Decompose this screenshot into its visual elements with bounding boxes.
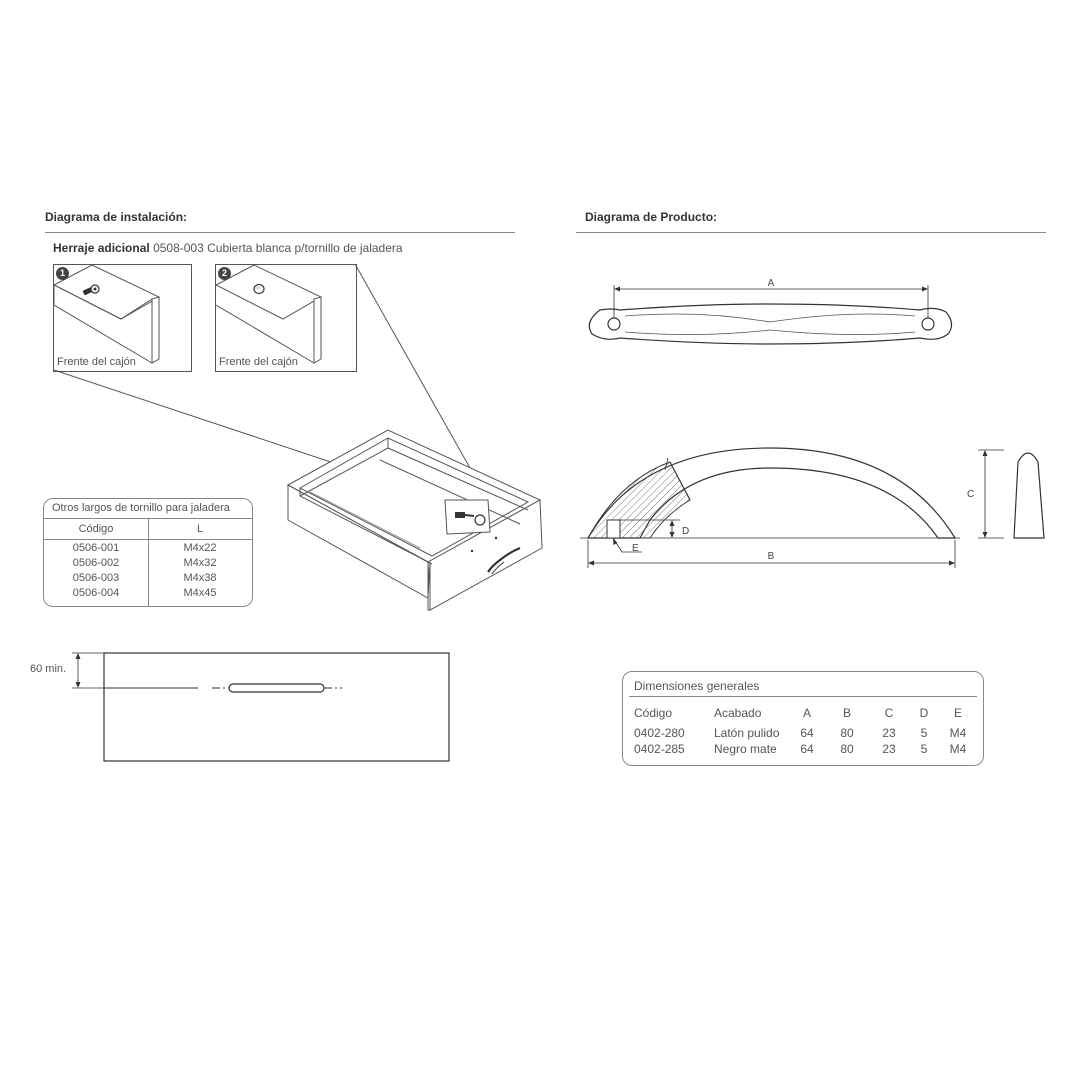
dim-header-e: E xyxy=(953,706,962,720)
table-row: M4 xyxy=(949,726,967,740)
screw-table-caption: Otros largos de tornillo para jaladera xyxy=(52,502,230,514)
dimensions-table xyxy=(622,671,984,766)
screw-table-header-code: Código xyxy=(78,523,114,535)
screw-table-header-length: L xyxy=(196,523,204,535)
dim-header-finish: Acabado xyxy=(714,706,762,720)
table-row: 23 xyxy=(882,726,896,740)
step-2-caption: Frente del cajón xyxy=(219,356,298,368)
dimension-c-label: C xyxy=(967,489,975,500)
additional-hardware-text: 0508-003 Cubierta blanca p/tornillo de jaladera xyxy=(153,241,403,255)
table-row: M4x45 xyxy=(183,587,217,599)
installation-title: Diagrama de instalación: xyxy=(45,210,188,224)
table-row: Negro mate xyxy=(714,742,777,756)
dimensions-table-caption: Dimensiones generales xyxy=(634,679,760,693)
dim-header-code: Código xyxy=(634,706,673,720)
dimension-d-label: D xyxy=(682,526,690,537)
table-row: 80 xyxy=(840,726,854,740)
product-title: Diagrama de Producto: xyxy=(585,210,718,224)
table-row: M4x22 xyxy=(183,542,217,554)
table-row: Latón pulido xyxy=(714,726,780,740)
step-2-badge: 2 xyxy=(218,267,231,280)
table-row: 0402-280 xyxy=(634,726,685,740)
table-row: 0506-001 xyxy=(72,542,120,554)
table-row: 64 xyxy=(800,726,814,740)
table-row: 80 xyxy=(840,742,854,756)
dimension-a-label: A xyxy=(767,278,775,289)
table-row: M4x32 xyxy=(183,557,217,569)
table-row: 64 xyxy=(800,742,814,756)
dim-header-b: B xyxy=(842,706,851,720)
step-1-caption: Frente del cajón xyxy=(57,356,136,368)
table-row: 5 xyxy=(920,742,928,756)
table-row: 0402-285 xyxy=(634,742,685,756)
table-row: 0506-004 xyxy=(72,587,120,599)
table-row: M4x38 xyxy=(183,572,217,584)
step-1-badge: 1 xyxy=(56,267,69,280)
table-row: M4 xyxy=(949,742,967,756)
dim-header-d: D xyxy=(919,706,929,720)
dimension-b-label: B xyxy=(767,551,775,562)
table-row: 0506-003 xyxy=(72,572,120,584)
table-row: 23 xyxy=(882,742,896,756)
min-height-label: 60 min. xyxy=(30,663,67,675)
dim-header-c: C xyxy=(884,706,894,720)
table-row: 0506-002 xyxy=(72,557,120,569)
dimension-e-label: E xyxy=(632,543,639,554)
dim-header-a: A xyxy=(802,706,811,720)
additional-hardware-label: Herraje adicional xyxy=(53,241,150,255)
table-row: 5 xyxy=(920,726,928,740)
